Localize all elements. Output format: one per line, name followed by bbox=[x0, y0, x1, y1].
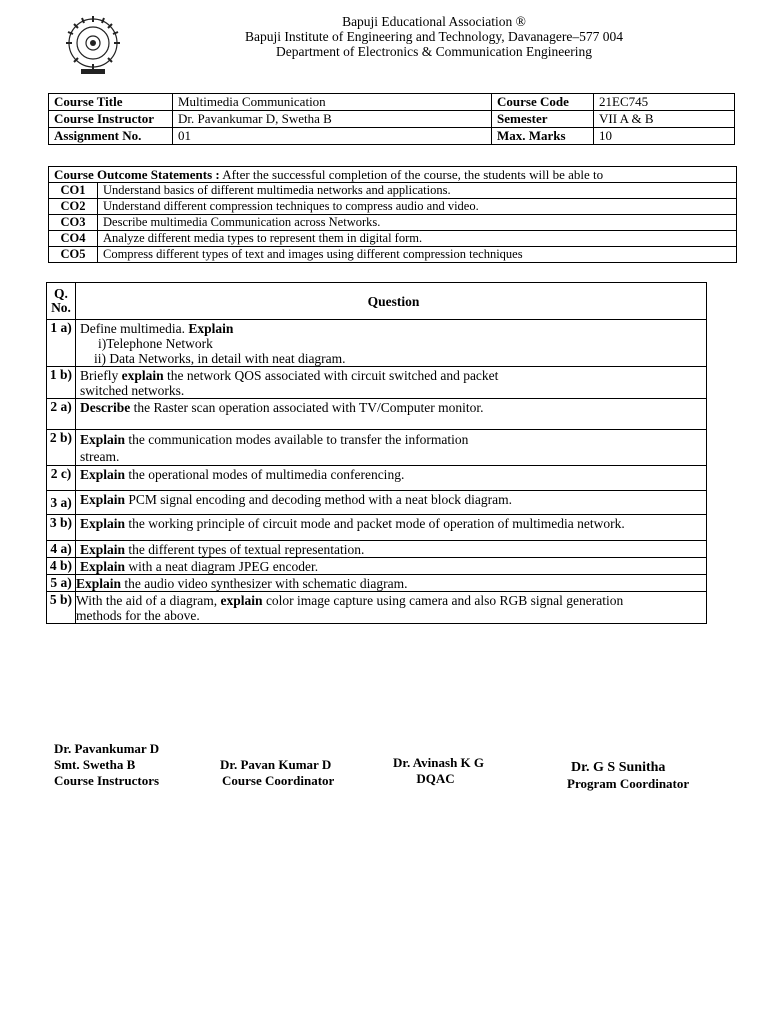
course-instructor-value: Dr. Pavankumar D, Swetha B bbox=[173, 111, 492, 128]
question-row bbox=[47, 320, 707, 367]
question-pre: Briefly bbox=[80, 368, 122, 383]
course-outcomes-heading-label: Course Outcome Statements : bbox=[54, 167, 220, 182]
co-code: CO5 bbox=[49, 247, 98, 263]
question-number: 2 c) bbox=[47, 466, 76, 491]
course-code-label: Course Code bbox=[492, 94, 594, 111]
question-post: the communication modes available to transfer the information bbox=[125, 432, 469, 447]
signatory-name: Dr. G S Sunitha bbox=[571, 760, 666, 775]
course-outcomes-table bbox=[48, 166, 737, 263]
course-outcome-row bbox=[49, 247, 737, 263]
question-verb: Describe bbox=[80, 400, 131, 415]
association-name: Bapuji Educational Association ® bbox=[342, 14, 526, 29]
question-text bbox=[76, 575, 707, 592]
question-text bbox=[76, 541, 707, 558]
course-outcome-row bbox=[49, 183, 737, 199]
question-number: 3 a) bbox=[47, 491, 76, 515]
course-outcomes-heading bbox=[49, 167, 737, 183]
signatory-name: Smt. Swetha B bbox=[54, 757, 136, 772]
question-number: 2 a) bbox=[47, 399, 76, 430]
question-row bbox=[47, 491, 707, 515]
question-number: 5 b) bbox=[47, 592, 76, 624]
question-verb: Explain bbox=[80, 432, 126, 447]
question-verb: explain bbox=[220, 593, 263, 608]
question-verb: Explain bbox=[80, 467, 126, 482]
question-post: the Raster scan operation associated with TV/Computer monitor. bbox=[130, 400, 484, 415]
question-text bbox=[76, 399, 707, 430]
co-code: CO4 bbox=[49, 231, 98, 247]
question-pre: With the aid of a diagram, bbox=[76, 593, 221, 608]
semester-label: Semester bbox=[492, 111, 594, 128]
question-verb: Explain bbox=[80, 542, 126, 557]
question-row bbox=[47, 515, 707, 541]
co-text: Describe multimedia Communication across Networks. bbox=[98, 215, 737, 231]
signatory-name: Dr. Pavan Kumar D bbox=[220, 757, 332, 772]
co-text: Understand basics of different multimedia networks and applications. bbox=[98, 183, 737, 199]
question-number: 3 b) bbox=[47, 515, 76, 541]
question-post: the audio video synthesizer with schematic diagram. bbox=[121, 576, 408, 591]
question-text bbox=[76, 515, 707, 541]
question-verb: Explain bbox=[80, 492, 126, 507]
question-post: the working principle of circuit mode and packet mode of operation of multimedia network. bbox=[125, 516, 625, 531]
assignment-no-label: Assignment No. bbox=[49, 128, 173, 145]
max-marks-value: 10 bbox=[594, 128, 735, 145]
question-number: 2 b) bbox=[47, 430, 76, 466]
course-outcome-row bbox=[49, 199, 737, 215]
question-number: 5 a) bbox=[47, 575, 76, 592]
question-text bbox=[76, 320, 707, 367]
question-post: color image capture using camera and also RGB signal generation bbox=[262, 593, 624, 608]
co-code: CO3 bbox=[49, 215, 98, 231]
signatory-role: Course Instructors bbox=[54, 773, 160, 788]
signatory-role: Program Coordinator bbox=[567, 776, 690, 791]
question-no-header-line2: No. bbox=[51, 300, 71, 315]
max-marks-label: Max. Marks bbox=[492, 128, 594, 145]
course-instructors-signature bbox=[54, 741, 159, 789]
institute-name: Bapuji Institute of Engineering and Technology, Davanagere–577 004 bbox=[244, 29, 624, 44]
signatory-name: Dr. Avinash K G bbox=[393, 755, 485, 770]
question-verb: Explain bbox=[80, 559, 126, 574]
question-continuation: methods for the above. bbox=[76, 608, 200, 623]
question-row bbox=[47, 558, 707, 575]
question-post: the operational modes of multimedia conferencing. bbox=[125, 467, 405, 482]
course-coordinator-signature bbox=[220, 757, 334, 789]
document-header bbox=[0, 14, 768, 59]
question-no-header-line1: Q. bbox=[54, 286, 68, 301]
question-row bbox=[47, 399, 707, 430]
assignment-no-value: 01 bbox=[173, 128, 492, 145]
department-name: Department of Electronics & Communication Engineering bbox=[275, 44, 593, 59]
question-verb: Explain bbox=[76, 576, 122, 591]
question-post: with a neat diagram JPEG encoder. bbox=[125, 559, 319, 574]
course-outcome-row bbox=[49, 231, 737, 247]
signatory-role: Course Coordinator bbox=[222, 773, 335, 788]
question-sub-item: i)Telephone Network bbox=[98, 336, 213, 351]
question-text bbox=[76, 592, 707, 624]
semester-value: VII A & B bbox=[594, 111, 735, 128]
dqac-signature bbox=[393, 755, 484, 787]
question-row bbox=[47, 592, 707, 624]
question-pre: Define multimedia. bbox=[80, 321, 189, 336]
questions-table bbox=[46, 282, 707, 624]
question-post: PCM signal encoding and decoding method with a neat block diagram. bbox=[125, 492, 512, 507]
question-no-header bbox=[47, 283, 76, 320]
question-continuation: stream. bbox=[80, 449, 120, 464]
question-sub-item: ii) Data Networks, in detail with neat diagram. bbox=[94, 351, 346, 366]
question-row bbox=[47, 541, 707, 558]
question-verb: Explain bbox=[188, 321, 234, 336]
co-text: Understand different compression techniques to compress audio and video. bbox=[98, 199, 737, 215]
question-row bbox=[47, 575, 707, 592]
question-number: 1 a) bbox=[47, 320, 76, 367]
course-info-table bbox=[48, 93, 735, 145]
course-instructor-label: Course Instructor bbox=[49, 111, 173, 128]
co-text: Analyze different media types to represent them in digital form. bbox=[98, 231, 737, 247]
question-number: 4 a) bbox=[47, 541, 76, 558]
question-header: Question bbox=[76, 283, 707, 320]
co-code: CO2 bbox=[49, 199, 98, 215]
question-post: the network QOS associated with circuit switched and packet bbox=[163, 368, 499, 383]
question-text bbox=[76, 367, 707, 399]
course-outcomes-heading-text: After the successful completion of the course, the students will be able to bbox=[219, 167, 604, 182]
question-text bbox=[76, 466, 707, 491]
question-number: 1 b) bbox=[47, 367, 76, 399]
question-verb: Explain bbox=[80, 516, 126, 531]
question-row bbox=[47, 430, 707, 466]
question-text bbox=[76, 430, 707, 466]
course-outcome-row bbox=[49, 215, 737, 231]
question-text bbox=[76, 558, 707, 575]
course-title-label: Course Title bbox=[49, 94, 173, 111]
question-post: the different types of textual representation. bbox=[125, 542, 365, 557]
co-code: CO1 bbox=[49, 183, 98, 199]
course-title-value: Multimedia Communication bbox=[173, 94, 492, 111]
question-number: 4 b) bbox=[47, 558, 76, 575]
program-coordinator-signature bbox=[567, 760, 689, 792]
course-code-value: 21EC745 bbox=[594, 94, 735, 111]
question-text bbox=[76, 491, 707, 515]
question-continuation: switched networks. bbox=[80, 383, 185, 398]
question-row bbox=[47, 466, 707, 491]
question-row bbox=[47, 367, 707, 399]
signatory-role: DQAC bbox=[416, 771, 455, 786]
signatory-name: Dr. Pavankumar D bbox=[54, 741, 160, 756]
question-verb: explain bbox=[121, 368, 164, 383]
co-text: Compress different types of text and images using different compression techniques bbox=[98, 247, 737, 263]
